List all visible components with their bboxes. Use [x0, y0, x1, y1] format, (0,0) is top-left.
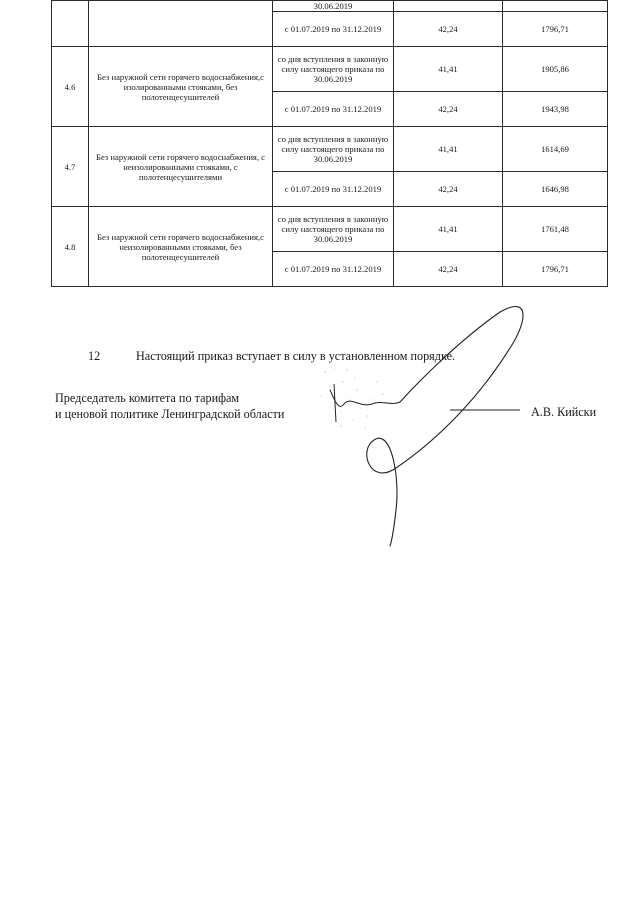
- cell-period: с 01.07.2019 по 31.12.2019: [273, 12, 394, 47]
- signatory-title-line1: Председатель комитета по тарифам: [55, 391, 240, 405]
- cell-desc: Без наружной сети горячего водоснабжения, с неизолированными стояками, с полотенцесушителями: [89, 127, 273, 207]
- cell-rate: 42,24: [394, 92, 503, 127]
- table-row: [52, 1, 608, 12]
- table-row: [52, 47, 608, 92]
- signatory-title: [55, 390, 284, 422]
- cell-tariff: 1943,98: [503, 92, 608, 127]
- cell-period: 30.06.2019: [273, 1, 394, 12]
- signatory-name: А.В. Кийски: [531, 405, 597, 419]
- cell-num: 4.7: [52, 127, 89, 207]
- paragraph-text: Настоящий приказ вступает в силу в установленном порядке.: [136, 349, 456, 363]
- cell-rate: 41,41: [394, 127, 503, 172]
- cell-num: 4.6: [52, 47, 89, 127]
- cell-tariff: 1614,69: [503, 127, 608, 172]
- cell-tariff: 1761,48: [503, 207, 608, 252]
- cell-rate: 42,24: [394, 172, 503, 207]
- tariff-table: [51, 0, 608, 287]
- signatory-title-line2: и ценовой политике Ленинградской области: [55, 407, 285, 421]
- cell-period: с 01.07.2019 по 31.12.2019: [273, 252, 394, 287]
- cell-period: со дня вступления в законную силу настоящего приказа по 30.06.2019: [273, 207, 394, 252]
- cell-period: со дня вступления в законную силу настоящего приказа по 30.06.2019: [273, 47, 394, 92]
- table-row: [52, 127, 608, 172]
- cell-num: 4.8: [52, 207, 89, 287]
- cell-tariff-empty: [503, 1, 608, 12]
- cell-rate: 41,41: [394, 207, 503, 252]
- cell-rate: 42,24: [394, 252, 503, 287]
- cell-tariff: 1905,86: [503, 47, 608, 92]
- cell-desc: Без наружной сети горячего водоснабжения,с изолированными стояками, без полотенцесушителей: [89, 47, 273, 127]
- cell-period: с 01.07.2019 по 31.12.2019: [273, 172, 394, 207]
- table-row: [52, 207, 608, 252]
- cell-tariff: 1796,71: [503, 12, 608, 47]
- cell-rate-empty: [394, 1, 503, 12]
- paragraph-number: 12: [88, 349, 101, 363]
- cell-desc: Без наружной сети горячего водоснабжения,с неизолированными стояками, без полотенцесушителей: [89, 207, 273, 287]
- handwritten-signature: [300, 300, 540, 560]
- cell-rate: 41,41: [394, 47, 503, 92]
- cell-num-empty: [52, 1, 89, 47]
- cell-tariff: 1646,98: [503, 172, 608, 207]
- cell-desc-empty: [89, 1, 273, 47]
- cell-tariff: 1796,71: [503, 252, 608, 287]
- cell-rate: 42,24: [394, 12, 503, 47]
- cell-period: с 01.07.2019 по 31.12.2019: [273, 92, 394, 127]
- cell-period: со дня вступления в законную силу настоящего приказа по 30.06.2019: [273, 127, 394, 172]
